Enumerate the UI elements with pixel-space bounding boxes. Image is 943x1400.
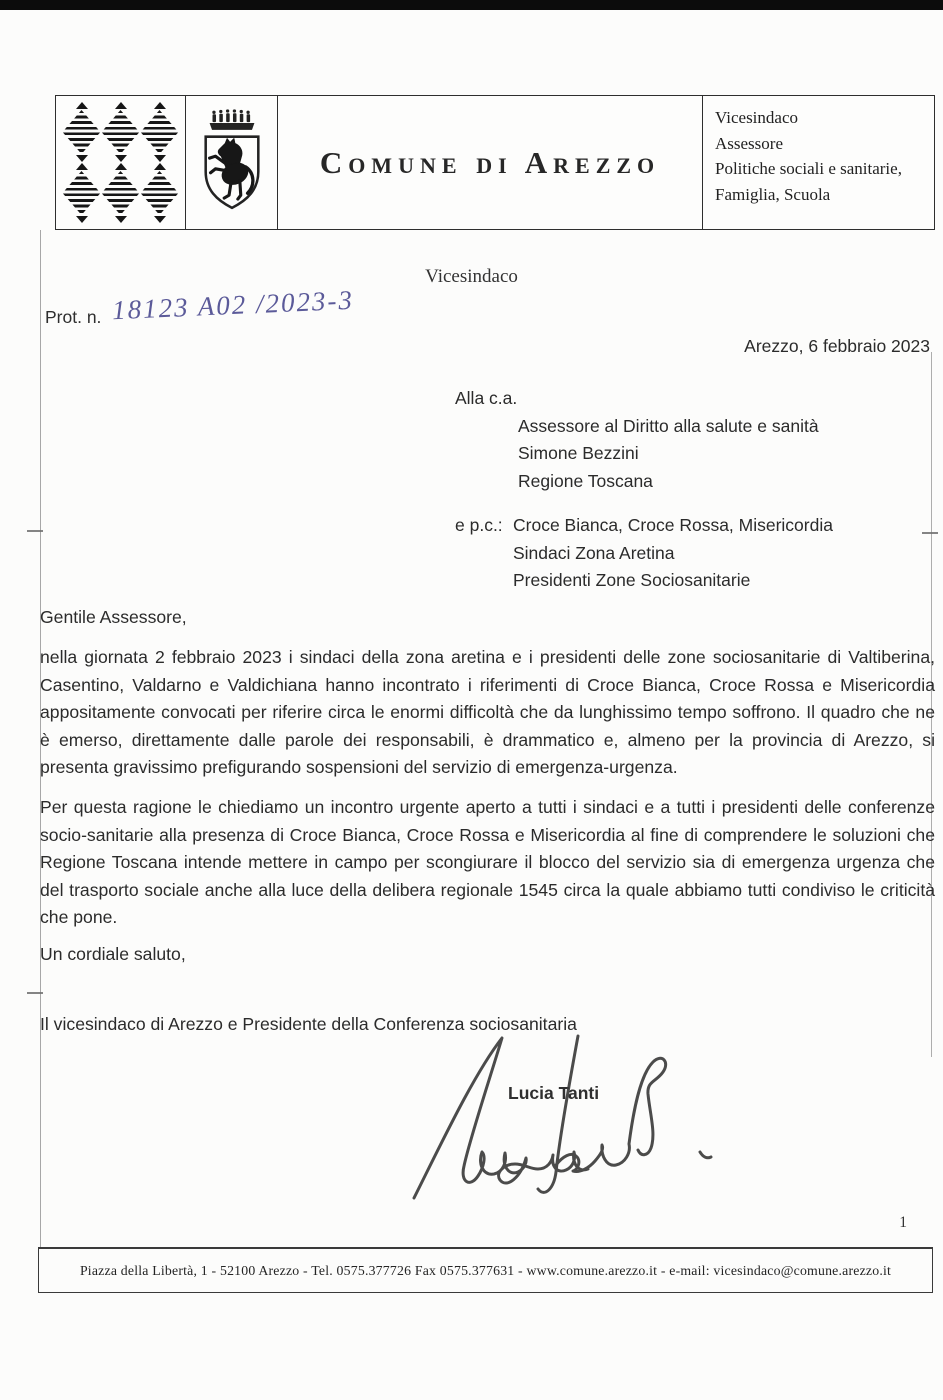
scan-edge-bar bbox=[0, 0, 943, 10]
fold-mark bbox=[27, 992, 43, 994]
diamond-ornament-icon bbox=[102, 102, 140, 162]
attention-label: Alla c.a. bbox=[455, 388, 518, 408]
office-description bbox=[702, 96, 934, 229]
letterhead-ornament-diamonds bbox=[56, 96, 186, 229]
org-title-cell bbox=[278, 96, 702, 229]
recipient-line: Assessore al Diritto alla salute e sanità bbox=[518, 415, 819, 436]
fold-mark bbox=[922, 532, 938, 534]
page-number: 1 bbox=[899, 1214, 907, 1231]
office-line: Assessore bbox=[715, 133, 783, 153]
body-paragraph: Per questa ragione le chiediamo un incontro urgente aperto a tutti i sindaci e a tutti i presidenti delle conferenze socio-sanitarie alla presenza di Croce Bianca, Croce Rossa e Misericordia al fine di comprendere le soluzioni che Regione Toscana intende mettere in campo per scongiurare il blocco del servizio sia di emergenza urgenza che del trasporto sociale anche alla luce della delibera regionale 1545 circa la quale abbiamo tutti condiviso le criticità che pone. bbox=[40, 797, 935, 927]
footer-address-line: Piazza della Libertà, 1 - 52100 Arezzo - Tel. 0575.377726 Fax 0575.377631 - www.comune.arezzo.it - e-mail: vicesindaco@comune.arezzo.it bbox=[79, 1262, 892, 1278]
diamond-ornament-icon bbox=[102, 163, 140, 223]
diamond-ornament-icon bbox=[63, 102, 101, 162]
cc-line: Sindaci Zona Aretina bbox=[513, 542, 675, 563]
cc-label: e p.c.: bbox=[455, 515, 503, 535]
footer-address-box bbox=[38, 1247, 933, 1293]
diamond-ornament-icon bbox=[141, 102, 179, 162]
protocol-number-handwritten: 18123 A02 /2023-3 bbox=[111, 284, 355, 326]
handwritten-signature bbox=[408, 1022, 728, 1207]
cc-line: Presidenti Zone Sociosanitarie bbox=[513, 570, 751, 590]
office-line: Vicesindaco bbox=[715, 108, 798, 127]
letterhead bbox=[55, 95, 935, 230]
recipient-line: Regione Toscana bbox=[518, 470, 653, 491]
fold-mark bbox=[27, 530, 43, 532]
diamond-ornament-icon bbox=[63, 163, 101, 223]
recipient-line: Simone Bezzini bbox=[518, 443, 639, 463]
signer-name: Lucia Tanti bbox=[508, 1083, 600, 1103]
salutation: Gentile Assessore, bbox=[40, 607, 187, 627]
city-crest-icon bbox=[186, 96, 278, 229]
cc-block bbox=[455, 512, 833, 595]
office-line: Politiche sociali e sanitarie, bbox=[715, 159, 902, 178]
signer-role-line: Il vicesindaco di Arezzo e Presidente della Conferenza sociosanitaria bbox=[40, 1014, 577, 1034]
office-heading: Vicesindaco bbox=[425, 266, 518, 287]
closing-line: Un cordiale saluto, bbox=[40, 944, 186, 964]
cc-line: Croce Bianca, Croce Rossa, Misericordia bbox=[513, 515, 833, 535]
protocol-label: Prot. n. bbox=[45, 307, 102, 327]
date-line: Arezzo, 6 febbraio 2023 bbox=[744, 336, 930, 356]
body-paragraph: nella giornata 2 febbraio 2023 i sindaci della zona aretina e i presidenti delle zone sociosanitarie di Valtiberina, Casentino, Valdarno e Valdichiana hanno incontrato i riferimenti di Croce Bianca, Croce Rossa e Misericordia appositamente convocati per riferire circa le enormi difficoltà che da lunghissimo tempo soffrono. Il quadro che ne è emerso, direttamente dalle parole dei responsabili, è drammatico e, almeno per la provincia di Arezzo, si presenta gravissimo prefigurando sospensioni del servizio di emergenza-urgenza. bbox=[40, 647, 935, 777]
org-name: Comune di Arezzo bbox=[319, 144, 661, 180]
office-line: Famiglia, Scuola bbox=[715, 184, 831, 204]
attention-block bbox=[455, 385, 819, 495]
diamond-ornament-icon bbox=[141, 163, 179, 223]
